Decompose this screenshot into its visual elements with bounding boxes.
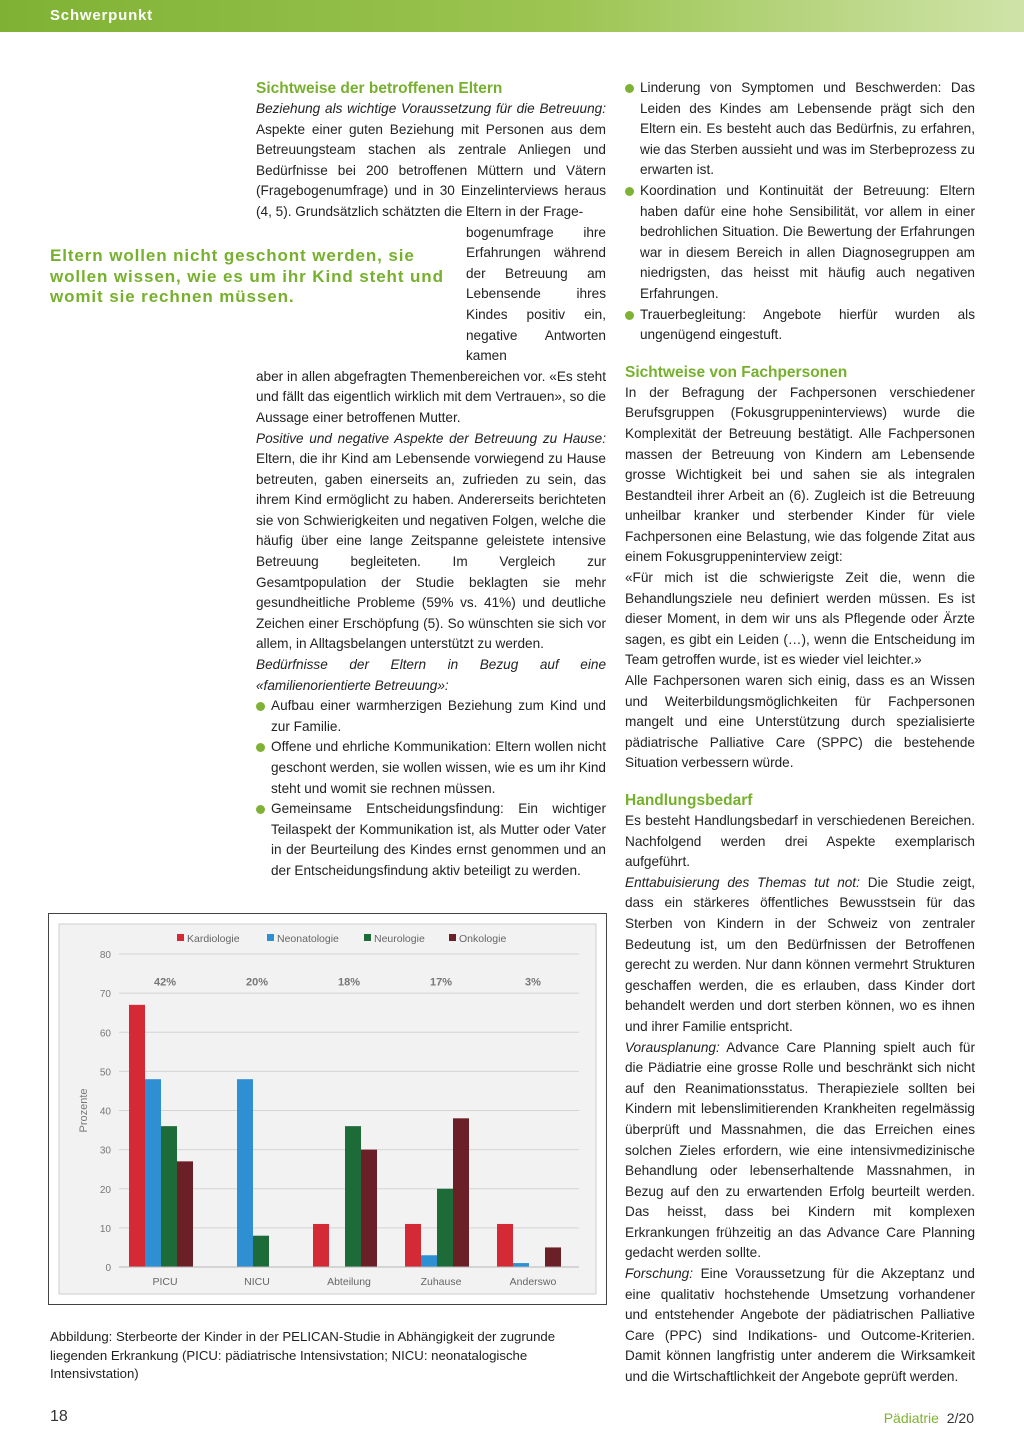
list-item	[625, 78, 975, 181]
figure-frame	[48, 913, 607, 1305]
subheading-forschung: Forschung:	[625, 1266, 694, 1282]
y-tick-label: 50	[99, 1067, 111, 1079]
legend-swatch	[267, 934, 274, 941]
issue-number: 2/20	[946, 1410, 974, 1426]
x-tick-label: Zuhause	[420, 1276, 462, 1288]
paragraph-vorausplanung-text: Advance Care Planning spielt auch für die Pädiatrie eine grosse Rolle und beschränkt sich nicht auf den Reanimationsstatus. Therapieziele sollten bei Kindern mit lebenslimitierenden Krankheiten regelmässig überprüft und Massnahmen, die das Erreichen eines solchen Zieles erfordern, wie eine intensivmedizinische Behandlung oder lebenserhaltende Massnahmen, in Bezug auf den zu erwartenden Erfolg beurteilt werden. Das heisst, dass bei Kindern mit komplexen Erkrankungen frühzeitig an das Advance Care Planning gedacht werden sollte.	[625, 1039, 975, 1261]
y-tick-label: 0	[105, 1263, 111, 1274]
category-percentage-label: 17%	[429, 976, 453, 989]
y-tick-label: 80	[99, 950, 111, 961]
y-tick-label: 60	[99, 1028, 111, 1040]
list-item	[256, 799, 606, 881]
subheading-beziehung: Beziehung als wichtige Voraussetzung für die Betreuung:	[256, 101, 606, 116]
bar	[405, 1224, 421, 1267]
bar	[421, 1255, 437, 1267]
heading-fachpersonen: Sichtweise von Fachpersonen	[625, 363, 848, 381]
list-item-text: Aufbau einer warmherzigen Beziehung zum Kind und zur Familie.	[271, 698, 606, 734]
subheading-beduerfnisse: Bedürfnisse der Eltern in Bezug auf eine «familienorientierte Betreuung»:	[256, 657, 606, 693]
bullet-icon	[625, 311, 634, 320]
magazine-name: Pädiatrie	[883, 1410, 939, 1426]
heading-handlungsbedarf: Handlungsbedarf	[625, 792, 753, 809]
bar	[361, 1150, 377, 1267]
legend-label: Neonatologie	[277, 933, 339, 945]
paragraph-forschung	[625, 1264, 975, 1388]
bar	[145, 1079, 161, 1267]
legend-swatch	[177, 934, 184, 941]
x-tick-label: Abteilung	[327, 1276, 371, 1288]
paragraph-beziehung	[256, 99, 606, 223]
paragraph-forschung-text: Eine Voraussetzung für die Akzeptanz und eine qualitativ hochstehende Umsetzung vorhandener und entstehender Angebote der pädiatrischen Palliative Care (PPC) sind Indikations- und Outcome-Kriterien. Damit können langfristig unter anderem die Wirksamkeit und die Wirtschaftlichkeit der Angebote geprüft werden.	[625, 1266, 975, 1385]
bar	[545, 1247, 561, 1267]
paragraph-zuhause	[256, 429, 606, 656]
category-percentage-label: 3%	[525, 976, 541, 989]
list-item	[256, 696, 606, 737]
paragraph-beziehung-wrap: bogenumfrage ihre Erfahrungen während der Betreuung am Lebensende ihres Kindes positiv ein, negative Antworten kamen	[466, 224, 606, 364]
bullet-icon	[256, 702, 265, 711]
bar	[453, 1118, 469, 1267]
legend-swatch	[364, 934, 371, 941]
legend-label: Kardiologie	[187, 933, 240, 945]
y-tick-label: 20	[99, 1184, 111, 1196]
list-item-text: Linderung von Symptomen und Beschwerden: Das Leiden des Kindes am Lebensende prägt sich den Eltern ein. Es besteht auch das Bedürfnis, zu erfahren, wie das Sterben aussieht und was im Sterbeprozess zu erwarten ist.	[640, 80, 975, 178]
paragraph-handlungsbedarf: Es besteht Handlungsbedarf in verschiedenen Bereichen. Nachfolgend werden drei Aspekte exemplarisch aufgeführt.	[625, 813, 975, 870]
bar	[237, 1079, 253, 1267]
list-item	[625, 305, 975, 346]
bar	[161, 1126, 177, 1267]
subheading-vorausplanung: Vorausplanung:	[625, 1039, 720, 1055]
figure-caption: Abbildung: Sterbeorte der Kinder in der PELICAN-Studie in Abhängigkeit der zugrunde liegenden Erkrankung (PICU: pädiatrische Intensivstation; NICU: neonatalogische Intensivstation)	[50, 1329, 556, 1382]
bar	[129, 1005, 145, 1267]
right-column	[625, 78, 975, 1388]
list-item	[625, 181, 975, 305]
x-tick-label: NICU	[244, 1276, 270, 1288]
list-item-text: Offene und ehrliche Kommunikation: Eltern wollen nicht geschont werden, sie wollen wissen, wie es um ihr Kind steht und womit sie rechnen müssen.	[271, 739, 606, 796]
legend-label: Onkologie	[459, 933, 507, 945]
x-tick-label: Anderswo	[509, 1276, 557, 1288]
bullet-icon	[256, 743, 265, 752]
paragraph-enttabuisierung-text: Die Studie zeigt, dass ein stärkeres öffentliches Bewusstsein für das Sterben von Kindern in der Schweiz von zentraler Bedeutung ist, um den Bedürfnissen der Betroffenen gerecht zu werden. Nur dann können vermehrt Strukturen geschaffen werden, die es erlauben, dass Kinder dort behandelt werden und dort sterben können, wo es ihnen und ihrer Familie entspricht.	[625, 874, 975, 1034]
page-number: 18	[50, 1408, 68, 1425]
category-percentage-label: 18%	[337, 976, 361, 989]
paragraph-beziehung-text: Aspekte einer guten Beziehung mit Personen aus dem Betreuungsteam stachen als zentrale Anliegen und Bedürfnisse bei 200 betroffenen Müttern und Vätern (Fragebogenumfrage) und in 30 Einzelinterviews heraus (4, 5). Grundsätzlich schätzten die Eltern in der Frage-	[256, 121, 606, 219]
bar	[313, 1224, 329, 1267]
legend-label: Neurologie	[374, 933, 425, 945]
bar	[497, 1224, 513, 1267]
y-axis-label: Prozente	[78, 1088, 90, 1133]
needs-list	[256, 696, 606, 881]
category-percentage-label: 42%	[153, 976, 177, 989]
subheading-enttabuisierung: Enttabuisierung des Themas tut not:	[625, 874, 860, 890]
list-item-text: Koordination und Kontinuität der Betreuung: Eltern haben dafür eine hohe Sensibilität, vor allem in einer bedrohlichen Situation. Die Bewertung der Erfahrungen war in diesem Bereich in allen Diagnosegruppen am niedrigsten, das heisst mit häufig auch negativen Erfahrungen.	[640, 182, 975, 301]
paragraph-enttabuisierung	[625, 873, 975, 1038]
bullet-icon	[625, 84, 634, 93]
y-tick-label: 10	[99, 1223, 111, 1235]
list-item	[256, 737, 606, 799]
section-header-bar	[0, 0, 1024, 32]
paragraph-wissen: Alle Fachpersonen waren sich einig, dass es an Wissen und Weiterbildungsmöglichkeiten für Fachpersonen mangelt und eine Unterstützung durch spezialisierte pädiatrische Palliative Care (SPPC) die bestehende Situation verbessern würde.	[625, 673, 975, 771]
y-tick-label: 40	[99, 1106, 111, 1118]
bar	[177, 1161, 193, 1267]
heading-eltern: Sichtweise der betroffenen Eltern	[256, 80, 503, 97]
y-tick-label: 30	[99, 1145, 111, 1157]
legend-swatch	[449, 934, 456, 941]
paragraph-zuhause-text: Eltern, die ihr Kind am Lebensende vorwiegend zu Hause betreuten, gaben einerseits an, zufrieden zu sein, das ihrem Kind ermöglicht zu haben. Andererseits berichteten sie von Schwierigkeiten und negativen Folgen, welche die häufig über eine lange Zeitspanne geleistete intensive Betreuung begleiteten. Im Vergleich zur Gesamtpopulation der Studie beklagten sie mehr gesundheitliche Probleme (59% vs. 41%) und deutliche Zeichen einer Erschöpfung (5). So wünschten sie sich vor allem, in Alltagsbelangen unterstützt zu werden.	[256, 451, 606, 652]
list-item-text: Trauerbegleitung: Angebote hierfür wurden als ungenügend eingestuft.	[640, 306, 975, 343]
bar-chart	[49, 914, 606, 1304]
paragraph-fachpersonen: In der Befragung der Fachpersonen verschiedener Berufsgruppen (Fokusgruppeninterviews) wurde die Komplexität der Betreuung bestätigt. Alle Fachpersonen massen der Betreuung von Kindern am Lebensende grosse Wichtigkeit bei und sahen sie als integralen Bestandteil ihrer Arbeit an (6). Zugleich ist die Betreuung unheilbar kranker und sterbender Kinder für viele Fachpersonen eine Belastung, wie das folgende Zitat aus einem Fokusgruppeninterview zeigt:	[625, 384, 975, 565]
bar	[437, 1189, 453, 1267]
bullet-icon	[625, 187, 634, 196]
y-tick-label: 70	[99, 989, 111, 1001]
bar	[253, 1236, 269, 1267]
pull-quote: Eltern wollen nicht geschont werden, sie wollen wissen, wie es um ihr Kind steht und womit sie rechnen müssen.	[50, 246, 444, 306]
list-item-text: Gemeinsame Entscheidungsfindung: Ein wichtiger Teilaspekt der Kommunikation ist, als Mutter oder Vater in der Beurteilung des Kindes ernst genommen und an der Entscheidungsfindung aktiv beteiligt zu werden.	[271, 801, 606, 878]
section-label: Schwerpunkt	[50, 7, 153, 24]
bar	[345, 1126, 361, 1267]
paragraph-zitat: «Für mich ist die schwierigste Zeit die, wenn die Behandlungsziele neu definiert werden müssen. Es ist dieser Moment, in dem wir uns als Pflegende oder Ärzte sagen, es gibt ein Leiden (…), wenn die Entscheidung im Team getroffen wurde, ist es wieder viel leichter.»	[625, 570, 975, 668]
needs-list-continued	[625, 78, 975, 346]
paragraph-vorausplanung	[625, 1038, 975, 1265]
paragraph-beziehung-end: aber in allen abgefragten Themenbereichen vor. «Es steht und fällt das eigentlich wirklich mit dem Vertrauen», so die Aussage einer betroffenen Mutter.	[256, 368, 606, 425]
left-column	[256, 78, 606, 882]
bar	[513, 1263, 529, 1267]
x-tick-label: PICU	[152, 1276, 178, 1288]
subheading-zuhause: Positive und negative Aspekte der Betreuung zu Hause:	[256, 430, 606, 446]
footer-magazine	[884, 1410, 974, 1426]
category-percentage-label: 20%	[245, 976, 269, 989]
bullet-icon	[256, 805, 265, 814]
